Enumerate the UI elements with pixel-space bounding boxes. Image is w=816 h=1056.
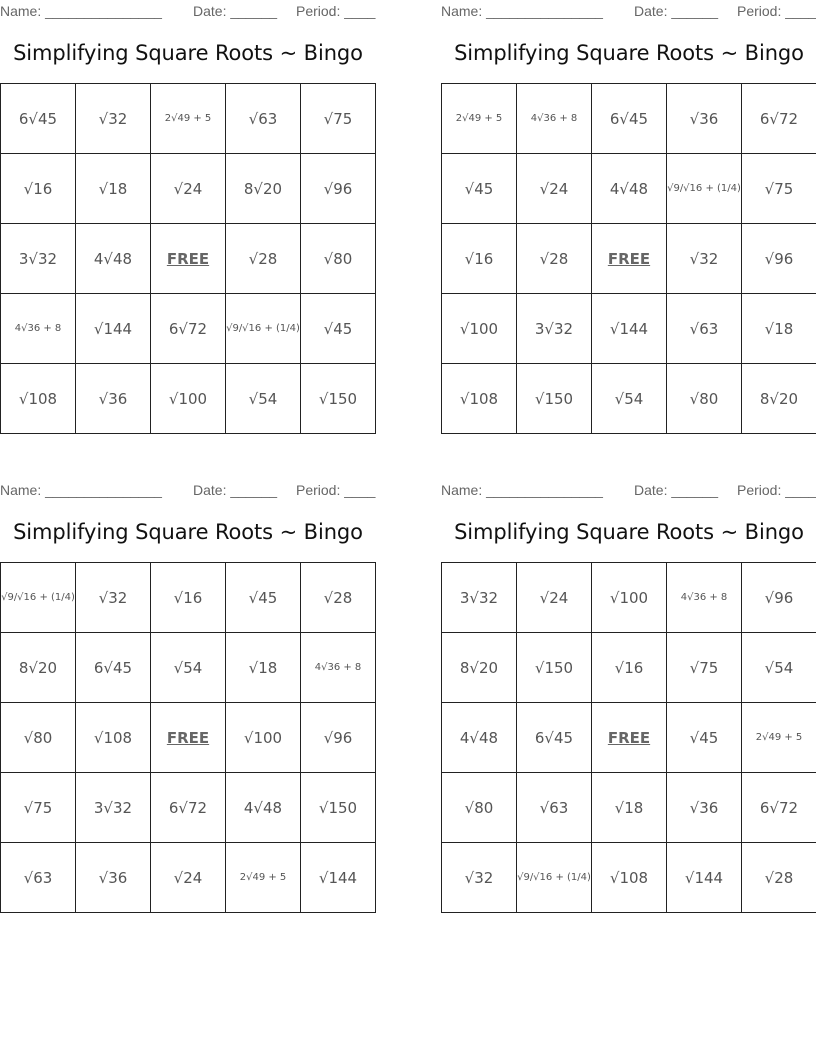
bingo-cell: √28 [742,843,816,913]
bingo-cell: √16 [151,563,226,633]
bingo-cell: √32 [667,224,742,294]
bingo-cell: √32 [76,84,151,154]
bingo-cell: √32 [76,563,151,633]
bingo-cell: √18 [742,294,816,364]
bingo-cell: √9/√16 + (1/4) [667,154,742,224]
bingo-cell: √63 [1,843,76,913]
bingo-cell: √18 [76,154,151,224]
card-title: Simplifying Square Roots ~ Bingo [454,41,804,65]
bingo-cell: √16 [442,224,517,294]
name-label: Name: _______________ [441,3,603,19]
bingo-cell: 3√32 [1,224,76,294]
bingo-cell: 6√72 [742,84,816,154]
bingo-cell: √24 [151,154,226,224]
bingo-cell: √80 [301,224,376,294]
bingo-cell: √45 [667,703,742,773]
bingo-cell: 4√48 [226,773,301,843]
bingo-cell: 6√72 [742,773,816,843]
bingo-grid [441,562,816,913]
bingo-cell: 3√32 [76,773,151,843]
bingo-cell: 8√20 [226,154,301,224]
bingo-cell: 4√36 + 8 [667,563,742,633]
bingo-card-1 [0,0,376,440]
bingo-cell: √18 [226,633,301,703]
bingo-card-2 [441,0,816,440]
bingo-cell: √63 [517,773,592,843]
grid-row [442,563,816,633]
card-header [441,0,816,20]
bingo-cell: 6√45 [1,84,76,154]
card-header [0,479,376,499]
grid-row [1,843,376,913]
bingo-grid [0,562,376,913]
bingo-cell: 2√49 + 5 [226,843,301,913]
bingo-cell: √16 [1,154,76,224]
bingo-cell: 6√45 [592,84,667,154]
free-cell: FREE [592,224,667,294]
bingo-cell: √28 [301,563,376,633]
grid-row [442,84,816,154]
grid-row [1,364,376,434]
free-cell: FREE [151,224,226,294]
bingo-cell: 8√20 [742,364,816,434]
grid-row [442,364,816,434]
bingo-cell: 4√48 [592,154,667,224]
bingo-cell: √150 [517,633,592,703]
grid-row [442,773,816,843]
bingo-cell: √144 [301,843,376,913]
bingo-cell: 6√45 [517,703,592,773]
card-title: Simplifying Square Roots ~ Bingo [454,520,804,544]
bingo-cell: √80 [1,703,76,773]
grid-row [442,154,816,224]
bingo-cell: √96 [742,563,816,633]
bingo-grid [441,83,816,434]
bingo-cell: √100 [226,703,301,773]
grid-row [442,224,816,294]
bingo-cell: √150 [517,364,592,434]
bingo-cell: 4√36 + 8 [301,633,376,703]
bingo-cell: 6√72 [151,773,226,843]
bingo-cell: 4√48 [442,703,517,773]
period-label: Period: ____ [737,482,816,498]
bingo-cell: √80 [667,364,742,434]
bingo-cell: √75 [1,773,76,843]
free-cell: FREE [592,703,667,773]
bingo-cell: √16 [592,633,667,703]
bingo-cell: 6√45 [76,633,151,703]
date-label: Date: ______ [634,3,719,19]
bingo-cell: √45 [226,563,301,633]
bingo-cell: √36 [667,773,742,843]
period-label: Period: ____ [296,3,376,19]
bingo-cell: √63 [667,294,742,364]
free-cell: FREE [151,703,226,773]
bingo-cell: √108 [592,843,667,913]
date-label: Date: ______ [193,3,278,19]
bingo-cell: √96 [301,154,376,224]
bingo-cell: √108 [76,703,151,773]
bingo-cell: √150 [301,364,376,434]
bingo-cell: √150 [301,773,376,843]
bingo-cell: 4√36 + 8 [1,294,76,364]
bingo-cell: √80 [442,773,517,843]
bingo-cell: √75 [742,154,816,224]
bingo-cell: √108 [442,364,517,434]
bingo-cell: 2√49 + 5 [742,703,816,773]
bingo-cell: √36 [667,84,742,154]
grid-row [1,773,376,843]
bingo-cell: 8√20 [1,633,76,703]
bingo-cell: √96 [301,703,376,773]
bingo-cell: √45 [301,294,376,364]
bingo-cell: √100 [592,563,667,633]
period-label: Period: ____ [737,3,816,19]
bingo-card-3 [0,479,376,919]
grid-row [1,633,376,703]
bingo-cell: √108 [1,364,76,434]
bingo-cell: √36 [76,843,151,913]
bingo-cell: 3√32 [442,563,517,633]
date-label: Date: ______ [634,482,719,498]
bingo-cell: 4√48 [76,224,151,294]
grid-row [1,84,376,154]
grid-row [442,843,816,913]
bingo-cell: √9/√16 + (1/4) [226,294,301,364]
bingo-cell: √54 [226,364,301,434]
grid-row [1,224,376,294]
bingo-cell: √28 [226,224,301,294]
bingo-cell: 3√32 [517,294,592,364]
bingo-cell: √24 [151,843,226,913]
bingo-cell: √36 [76,364,151,434]
period-label: Period: ____ [296,482,376,498]
bingo-cell: √54 [151,633,226,703]
grid-row [442,294,816,364]
bingo-cell: √24 [517,154,592,224]
card-title: Simplifying Square Roots ~ Bingo [13,41,363,65]
bingo-cell: √96 [742,224,816,294]
bingo-cell: √24 [517,563,592,633]
name-label: Name: _______________ [441,482,603,498]
bingo-cell: 6√72 [151,294,226,364]
bingo-cell: √18 [592,773,667,843]
grid-row [442,633,816,703]
bingo-cell: 2√49 + 5 [442,84,517,154]
name-label: Name: _______________ [0,482,162,498]
bingo-grid [0,83,376,434]
date-label: Date: ______ [193,482,278,498]
bingo-cell: √9/√16 + (1/4) [1,563,76,633]
bingo-cell: √54 [592,364,667,434]
grid-row [1,294,376,364]
bingo-card-4 [441,479,816,919]
bingo-cell: √100 [442,294,517,364]
bingo-cell: √9/√16 + (1/4) [517,843,592,913]
bingo-cell: √144 [76,294,151,364]
grid-row [442,703,816,773]
name-label: Name: _______________ [0,3,162,19]
bingo-cell: √100 [151,364,226,434]
bingo-cell: √75 [667,633,742,703]
bingo-cell: 2√49 + 5 [151,84,226,154]
bingo-cell: √75 [301,84,376,154]
bingo-cell: 4√36 + 8 [517,84,592,154]
grid-row [1,154,376,224]
card-header [0,0,376,20]
bingo-cell: √54 [742,633,816,703]
grid-row [1,703,376,773]
bingo-cell: √45 [442,154,517,224]
bingo-cell: √32 [442,843,517,913]
bingo-cell: √144 [667,843,742,913]
bingo-cell: 8√20 [442,633,517,703]
bingo-cell: √28 [517,224,592,294]
bingo-cell: √144 [592,294,667,364]
bingo-cell: √63 [226,84,301,154]
card-header [441,479,816,499]
grid-row [1,563,376,633]
card-title: Simplifying Square Roots ~ Bingo [13,520,363,544]
